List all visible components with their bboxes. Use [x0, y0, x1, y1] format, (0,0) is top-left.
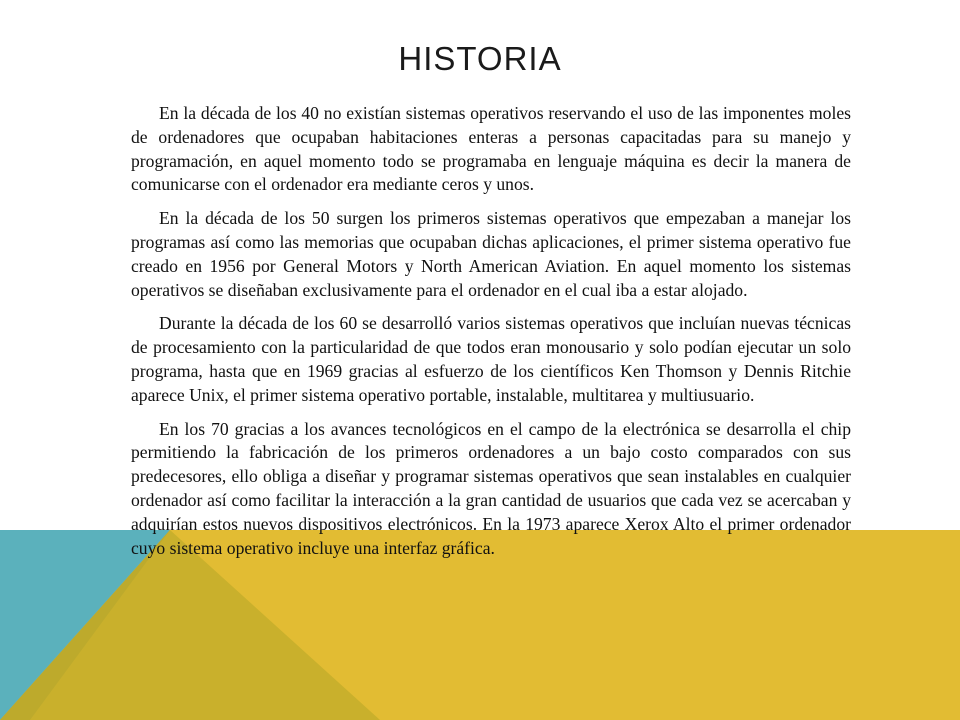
body-text [131, 102, 851, 570]
paragraph-4: En los 70 gracias a los avances tecnológicos en el campo de la electrónica se desarrolla el chip permitiendo la fabricación de los primeros ordenadores a un bajo costo comparados con sus predecesores, ello obliga a diseñar y programar sistemas operativos que sean instalables en cualquier ordenador así como facilitar la interacción a la gran cantidad de usuarios que cada vez se acercaban y adquirían estos nuevos dispositivos electrónicos. En la 1973 aparece Xerox Alto el primer ordenador cuyo sistema operativo incluye una interfaz gráfica. [131, 418, 851, 558]
paragraph-2: En la década de los 50 surgen los primeros sistemas operativos que empezaban a manejar los programas así como las memorias que ocupaban dichas aplicaciones, el primer sistema operativo fue creado en 1956 por General Motors y North American Aviation. En aquel momento los sistemas operativos se diseñaban exclusivamente para el ordenador en el cual iba a estar alojado. [131, 208, 851, 300]
slide-title: HISTORIA [398, 40, 562, 77]
paragraph-3: Durante la década de los 60 se desarrolló varios sistemas operativos que incluían nuevas técnicas de procesamiento con la particularidad de que todos eran monousario y solo podían ejecutar un solo programa, hasta que en 1969 gracias al esfuerzo de los científicos Ken Thomson y Dennis Ritchie aparece Unix, el primer sistema operativo portable, instalable, multitarea y multiusuario. [131, 313, 851, 405]
paragraph-1: En la década de los 40 no existían sistemas operativos reservando el uso de las imponentes moles de ordenadores que ocupaban habitaciones enteras a personas capacitadas para su manejo y programación, en aquel momento todo se programaba en lenguaje máquina es decir la manera de comunicarse con el ordenador era mediante ceros y unos. [131, 103, 851, 195]
